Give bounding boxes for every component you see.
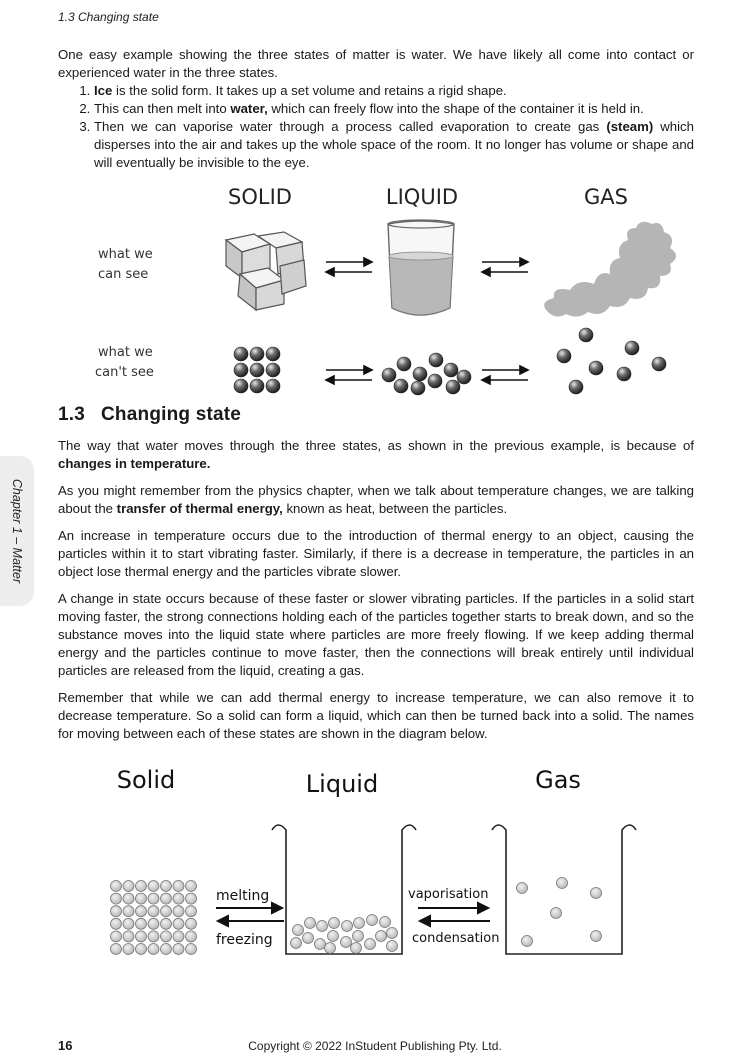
list-bold: (steam) <box>606 119 654 134</box>
condensation-arrow-icon <box>420 916 490 926</box>
solid-particle <box>111 893 122 904</box>
paragraph-4: A change in state occurs because of these faster or slower vibrating particles. If the particles in a solid start moving faster, the strong connections holding each of the particles together starts to break down, and so the substance moves into the liquid state where particles are more freely flowing. If we keep adding thermal energy and the particles continue to move faster, then the connections will break entirely until individual particles are released from the liquid, creating a gas. <box>58 591 694 678</box>
solid-particle <box>173 944 184 955</box>
list-item-ice <box>94 82 694 100</box>
solid-particle <box>136 931 147 942</box>
paragraph-2 <box>58 482 694 518</box>
freezing-label: freezing <box>216 932 273 948</box>
solid-particle <box>123 931 134 942</box>
solid-particle <box>148 906 159 917</box>
solid-particle <box>161 893 172 904</box>
solid-particle <box>186 893 197 904</box>
solid-particle <box>186 906 197 917</box>
solid-particle <box>123 906 134 917</box>
list-item-water <box>94 100 694 118</box>
solid-particle <box>148 944 159 955</box>
list-bold: Ice <box>94 83 113 98</box>
list-item-steam <box>94 118 694 172</box>
intro-block <box>58 46 694 172</box>
solid-particle <box>173 918 184 929</box>
paragraph-1 <box>58 437 694 473</box>
solid-particle <box>111 881 122 892</box>
paragraph-5: Remember that while we can add thermal energy to increase temperature, we can also remove it to decrease temperature. So a solid can form a liquid, which can then be turned back into a solid. The names for moving between each of these states are shown in the diagram below. <box>58 690 694 741</box>
para-bold: changes in temperature. <box>58 456 211 471</box>
liquid-beaker-particles-icon <box>291 915 398 954</box>
list-text: This can then melt into <box>94 101 231 116</box>
solid-particle <box>136 906 147 917</box>
solid-particle <box>111 931 122 942</box>
running-head: 1.3 Changing state <box>58 10 159 24</box>
solid-particle <box>186 881 197 892</box>
solid-particle <box>123 944 134 955</box>
solid-particle <box>161 906 172 917</box>
melting-arrow-icon <box>216 903 282 913</box>
solid-particle <box>173 893 184 904</box>
label-gas: GAS <box>584 185 628 209</box>
solid-particle <box>111 906 122 917</box>
solid-particle <box>136 918 147 929</box>
solid-particle <box>136 893 147 904</box>
ice-cubes-icon <box>226 232 306 310</box>
arrows-solid-liquid-icon <box>326 258 372 276</box>
arrows-particles-1-icon <box>326 366 372 384</box>
liquid-particles-icon <box>382 353 471 395</box>
solid-particle <box>148 931 159 942</box>
solid-particle <box>111 944 122 955</box>
list-text: which disperses into the air and takes up the whole space of the room. It no longer has volume or shape and will eventually be invisible to the eye. <box>94 119 694 170</box>
solid-particle <box>186 944 197 955</box>
solid-particle <box>186 918 197 929</box>
list-text: is the solid form. It takes up a set volume and retains a rigid shape. <box>112 83 507 98</box>
label-solid: SOLID <box>228 185 292 209</box>
solid-particles-icon <box>234 347 280 393</box>
row1-label-line2: can see <box>98 267 149 282</box>
solid-particle <box>123 893 134 904</box>
section-title: Changing state <box>101 404 242 425</box>
para-text: The way that water moves through the three states, as shown in the previous example, is because of <box>58 438 694 453</box>
vaporisation-label: vaporisation <box>408 887 489 902</box>
vaporisation-arrow-icon <box>418 903 488 913</box>
arrows-particles-2-icon <box>482 366 528 384</box>
row2-label-line2: can't see <box>95 365 154 380</box>
changes-of-state-figure <box>100 758 660 968</box>
solid-particle <box>111 918 122 929</box>
label-liquid: LIQUID <box>385 185 459 209</box>
gas-particles-icon <box>557 328 666 394</box>
solid-particle <box>148 893 159 904</box>
arrows-liquid-gas-icon <box>482 258 528 276</box>
solid-particle <box>161 944 172 955</box>
solid-particle <box>123 918 134 929</box>
label-gas-2: Gas <box>535 766 581 794</box>
freezing-arrow-icon <box>218 916 284 926</box>
intro-paragraph: One easy example showing the three states of matter is water. We have likely all come into contact or experienced water in the three states. <box>58 47 694 80</box>
list-text: which can freely flow into the shape of the container it is held in. <box>267 101 644 116</box>
page-number: 16 <box>58 1038 73 1053</box>
list-text: Then we can vaporise water through a process called evaporation to create gas <box>94 119 607 134</box>
section-heading <box>58 404 241 426</box>
melting-label: melting <box>216 888 270 904</box>
para-text: As you might remember from the physics chapter, when we talk about temperature changes, we are talking about the <box>58 483 694 516</box>
solid-particle <box>186 931 197 942</box>
solid-particle <box>148 881 159 892</box>
steam-cloud-icon <box>544 222 676 317</box>
solid-particle <box>173 881 184 892</box>
condensation-label: condensation <box>412 931 500 946</box>
paragraph-3: An increase in temperature occurs due to the introduction of thermal energy to an object, causing the particles within it to start vibrating faster. Similarly, if there is a decrease in temperature, the particles in an object lose thermal energy and the particles vibrate slower. <box>58 528 694 579</box>
chapter-side-tab <box>0 456 34 606</box>
states-list <box>58 82 694 172</box>
section-number: 1.3 <box>58 404 86 425</box>
solid-particle <box>161 881 172 892</box>
label-solid-2: Solid <box>116 766 176 794</box>
para-bold: transfer of thermal energy, <box>116 501 283 516</box>
solid-particle <box>123 881 134 892</box>
water-glass-icon <box>388 220 454 315</box>
label-liquid-2: Liquid <box>305 770 379 798</box>
chapter-tab-label: Chapter 1 – Matter <box>10 478 24 584</box>
states-of-matter-figure <box>58 178 698 406</box>
solid-grid-particles-icon <box>111 881 197 955</box>
solid-particle <box>161 931 172 942</box>
solid-particle <box>161 918 172 929</box>
gas-beaker-particles-icon <box>517 878 602 947</box>
para-text: known as heat, between the particles. <box>282 501 508 516</box>
solid-particle <box>136 881 147 892</box>
solid-particle <box>173 931 184 942</box>
solid-particle <box>173 906 184 917</box>
row1-label-line1: what we <box>98 247 153 262</box>
row2-label-line1: what we <box>98 345 153 360</box>
section-body <box>58 437 694 752</box>
list-bold: water, <box>230 101 268 116</box>
copyright-notice: Copyright © 2022 InStudent Publishing Pty. Ltd. <box>248 1039 502 1053</box>
solid-particle <box>148 918 159 929</box>
solid-particle <box>136 944 147 955</box>
gas-beaker-icon <box>492 825 636 954</box>
